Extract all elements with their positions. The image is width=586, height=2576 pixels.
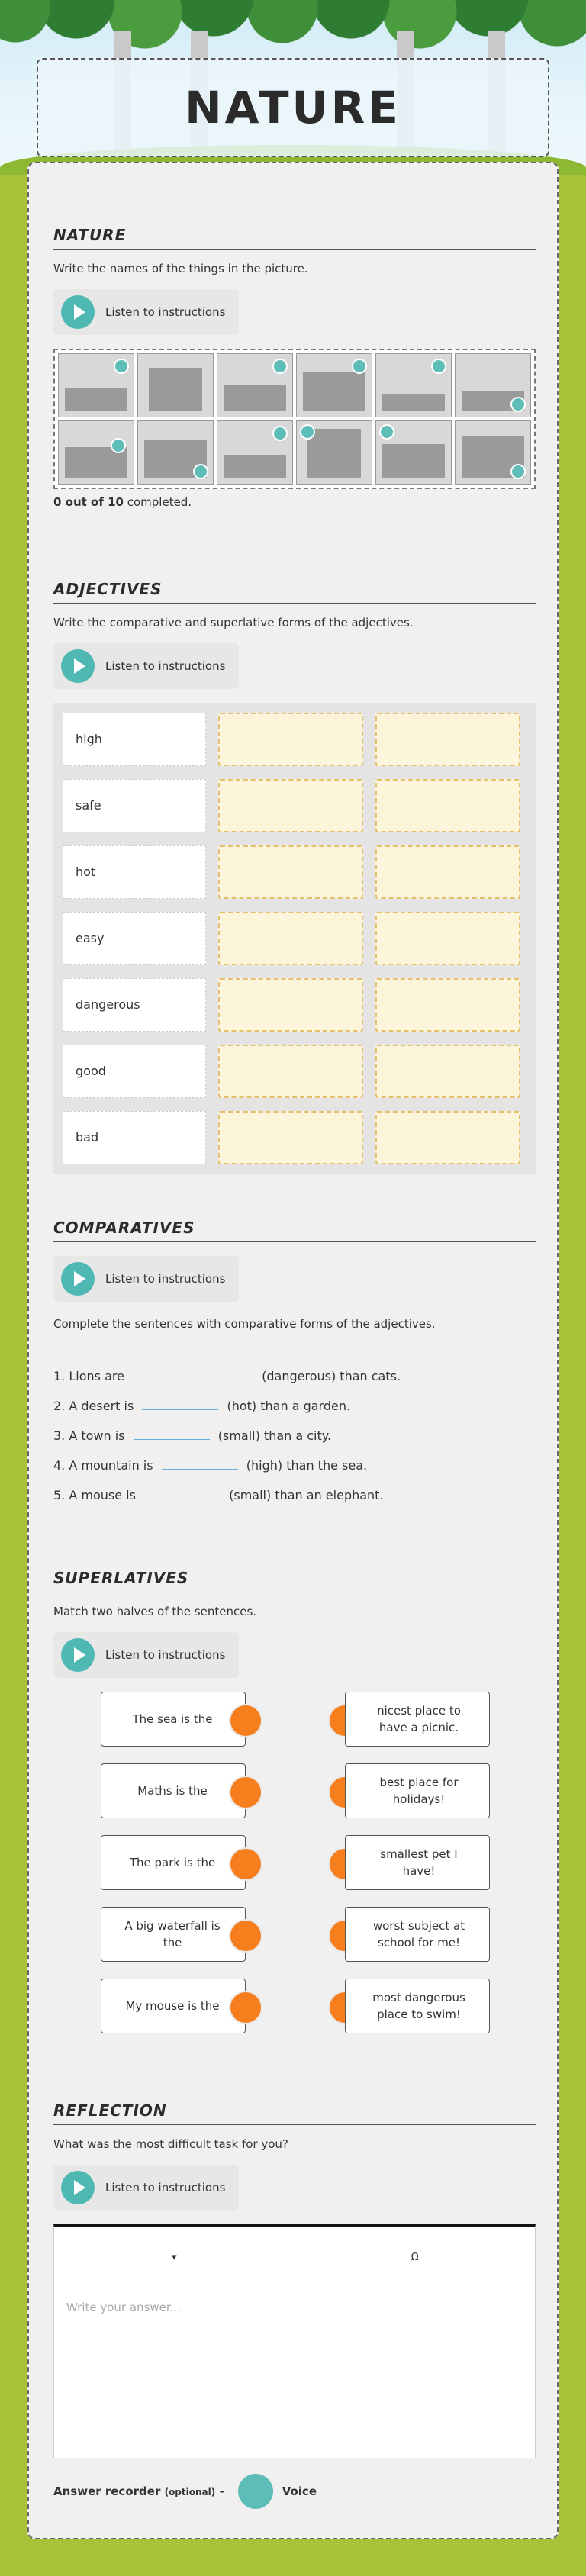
answer-dot-icon[interactable]	[510, 464, 526, 479]
section-title: COMPARATIVES	[53, 1219, 536, 1242]
play-icon[interactable]	[61, 295, 95, 329]
section-adjectives	[53, 580, 536, 1174]
superlative-input[interactable]	[375, 1111, 520, 1164]
answer-dot-icon[interactable]	[352, 359, 367, 374]
match-left-item[interactable]: A big waterfall is the	[101, 1907, 246, 1962]
list-item	[53, 1480, 536, 1510]
answer-dot-icon[interactable]	[431, 359, 446, 374]
picture-town	[137, 353, 214, 417]
match-left-item[interactable]: My mouse is the	[101, 1979, 246, 2033]
play-icon[interactable]	[61, 1638, 95, 1672]
picture-sea	[217, 420, 293, 485]
answer-blank[interactable]	[142, 1395, 218, 1410]
table-row	[56, 1038, 533, 1104]
list-item	[53, 1361, 536, 1391]
picture-city	[296, 420, 372, 485]
sentence-start: 5. A mouse is	[53, 1488, 136, 1502]
section-title: NATURE	[53, 226, 536, 250]
listen-button[interactable]	[53, 643, 239, 689]
table-row	[56, 1104, 533, 1170]
picture-grid	[53, 349, 536, 489]
match-row	[53, 1763, 536, 1835]
match-left-item[interactable]: The park is the	[101, 1835, 246, 1890]
answer-dot-icon[interactable]	[111, 438, 126, 453]
answer-blank[interactable]	[134, 1425, 210, 1440]
sentence-start: 4. A mountain is	[53, 1458, 153, 1473]
answer-blank[interactable]	[133, 1365, 253, 1380]
section-nature	[53, 226, 536, 509]
section-instruction: What was the most difficult task for you?	[53, 2137, 288, 2151]
adjective-word: good	[63, 1045, 206, 1098]
sentence-hint: (dangerous) than cats.	[262, 1369, 401, 1383]
play-icon[interactable]	[61, 2171, 95, 2204]
section-superlatives	[53, 1569, 536, 2050]
format-dropdown[interactable]	[54, 2227, 295, 2288]
adjective-word: easy	[63, 912, 206, 965]
record-button[interactable]	[238, 2474, 273, 2509]
section-comparatives	[53, 1219, 536, 1510]
adjectives-table	[53, 703, 536, 1174]
list-item	[53, 1421, 536, 1451]
section-title: REFLECTION	[53, 2101, 536, 2125]
picture-mountain	[217, 353, 293, 417]
answer-dot-icon[interactable]	[379, 424, 394, 440]
listen-label: Listen to instructions	[105, 1272, 226, 1286]
match-left-dot[interactable]	[229, 1847, 262, 1881]
voice-label: Voice	[282, 2484, 317, 2498]
sentence-start: 2. A desert is	[53, 1399, 134, 1413]
match-row	[53, 1979, 536, 2050]
match-row	[53, 1835, 536, 1907]
list-item	[53, 1451, 536, 1480]
sentence-hint: (small) than a city.	[217, 1428, 332, 1443]
comparative-input[interactable]	[218, 1045, 363, 1098]
adjective-word: safe	[63, 779, 206, 832]
play-icon[interactable]	[61, 1262, 95, 1296]
listen-button[interactable]	[53, 289, 239, 335]
section-title: ADJECTIVES	[53, 580, 536, 604]
recorder-optional: (optional)	[164, 2487, 216, 2497]
matching-area	[53, 1692, 536, 2050]
progress-suffix: completed.	[123, 495, 192, 509]
section-instruction: Match two halves of the sentences.	[53, 1605, 257, 1618]
picture-island	[375, 353, 452, 417]
section-instruction: Complete the sentences with comparative forms of the adjectives.	[53, 1317, 436, 1331]
listen-button[interactable]	[53, 1256, 239, 1302]
answer-dot-icon[interactable]	[114, 359, 129, 374]
section-reflection	[53, 2101, 536, 2509]
adjective-word: hot	[63, 845, 206, 899]
comparative-input[interactable]	[218, 912, 363, 965]
match-left-dot[interactable]	[229, 1991, 262, 2024]
match-left-item[interactable]: The sea is the	[101, 1692, 246, 1747]
match-left-item[interactable]: Maths is the	[101, 1763, 246, 1818]
answer-textarea[interactable]: Write your answer...	[66, 2301, 181, 2314]
comparative-input[interactable]	[218, 978, 363, 1032]
omega-icon: Ω	[411, 2252, 419, 2263]
match-left-dot[interactable]	[229, 1704, 262, 1737]
superlative-input[interactable]	[375, 912, 520, 965]
section-title: SUPERLATIVES	[53, 1569, 536, 1592]
match-right-item[interactable]: best place for holidays!	[345, 1763, 490, 1818]
match-row	[53, 1907, 536, 1979]
adjective-word: bad	[63, 1111, 206, 1164]
match-right-item[interactable]: nicest place to have a picnic.	[345, 1692, 490, 1747]
match-left-dot[interactable]	[229, 1919, 262, 1953]
table-row	[56, 905, 533, 971]
superlative-input[interactable]	[375, 845, 520, 899]
sentence-hint: (hot) than a garden.	[227, 1399, 351, 1413]
list-item	[53, 1391, 536, 1421]
answer-dot-icon[interactable]	[510, 397, 526, 412]
listen-label: Listen to instructions	[105, 1648, 226, 1662]
progress-text	[53, 495, 536, 509]
answer-recorder	[53, 2474, 536, 2509]
table-row	[56, 839, 533, 905]
recorder-label: Answer recorder (optional) -	[53, 2484, 224, 2498]
sentence-hint: (high) than the sea.	[246, 1458, 368, 1473]
adjective-word: high	[63, 713, 206, 766]
worksheet-card	[27, 162, 559, 2539]
page-title: NATURE	[185, 82, 401, 134]
match-row	[53, 1692, 536, 1763]
answer-dot-icon[interactable]	[193, 464, 208, 479]
comparative-input[interactable]	[218, 779, 363, 832]
match-left-dot[interactable]	[229, 1776, 262, 1809]
comparative-input[interactable]	[218, 845, 363, 899]
picture-beach	[58, 353, 134, 417]
sentence-hint: (small) than an elephant.	[229, 1488, 384, 1502]
superlative-input[interactable]	[375, 779, 520, 832]
listen-label: Listen to instructions	[105, 659, 226, 673]
section-instruction: Write the comparative and superlative forms of the adjectives.	[53, 616, 414, 630]
header-banner	[0, 0, 586, 175]
superlative-input[interactable]	[375, 1045, 520, 1098]
section-instruction: Write the names of the things in the picture.	[53, 262, 308, 275]
answer-blank[interactable]	[162, 1454, 238, 1470]
special-character-button[interactable]	[295, 2227, 536, 2288]
answer-dot-icon[interactable]	[300, 424, 315, 440]
superlative-input[interactable]	[375, 978, 520, 1032]
match-right-item[interactable]: smallest pet I have!	[345, 1835, 490, 1890]
title-card	[37, 58, 549, 157]
picture-lake	[455, 353, 531, 417]
comparative-input[interactable]	[218, 1111, 363, 1164]
table-row	[56, 971, 533, 1038]
editor-toolbar	[54, 2227, 535, 2288]
listen-label: Listen to instructions	[105, 2181, 226, 2194]
sentence-start: 3. A town is	[53, 1428, 125, 1443]
listen-button[interactable]	[53, 2165, 239, 2211]
answer-dot-icon[interactable]	[272, 426, 288, 441]
play-icon[interactable]	[61, 649, 95, 683]
answer-blank[interactable]	[144, 1484, 221, 1499]
progress-count: 0 out of 10	[53, 495, 124, 509]
listen-label: Listen to instructions	[105, 305, 226, 319]
picture-waterfall	[455, 420, 531, 485]
adjective-word: dangerous	[63, 978, 206, 1032]
superlative-input[interactable]	[375, 713, 520, 766]
chevron-down-icon: ▾	[171, 2252, 177, 2263]
match-right-item[interactable]: worst subject at school for me!	[345, 1907, 490, 1962]
comparative-input[interactable]	[218, 713, 363, 766]
table-row	[56, 772, 533, 839]
picture-river	[137, 420, 214, 485]
answer-editor	[53, 2224, 536, 2458]
match-right-item[interactable]: most dangerous place to swim!	[345, 1979, 490, 2033]
sentence-start: 1. Lions are	[53, 1369, 124, 1383]
answer-dot-icon[interactable]	[272, 359, 288, 374]
picture-hill	[58, 420, 134, 485]
sentence-list	[53, 1361, 536, 1510]
picture-volcano	[375, 420, 452, 485]
listen-button[interactable]	[53, 1632, 239, 1678]
table-row	[56, 706, 533, 772]
picture-forest	[296, 353, 372, 417]
